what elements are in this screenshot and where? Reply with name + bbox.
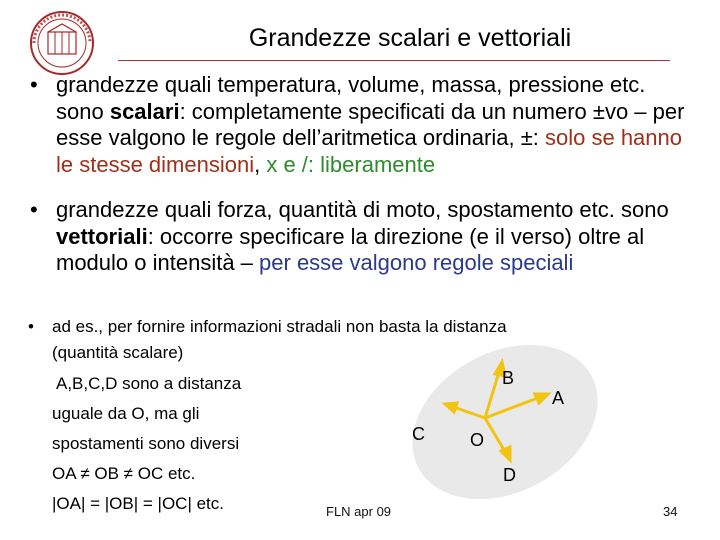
example-line-6: OA ≠ OB ≠ OC etc. [52, 464, 196, 483]
example-line-4: uguale da O, ma gli [52, 404, 200, 423]
point-label-D: D [503, 465, 516, 485]
example-line-7: |OA| = |OB| = |OC| etc. [52, 494, 224, 513]
example-line-2: (quantità scalare) [52, 343, 184, 362]
point-label-C: C [412, 424, 425, 444]
same-dimensions-note: solo se hanno le stesse dimensioni [56, 125, 682, 177]
point-label-A: A [552, 388, 565, 408]
page-number: 34 [663, 504, 678, 519]
example-line-3: A,B,C,D sono a distanza [56, 374, 242, 393]
bullet-scalars [30, 72, 696, 178]
scalari-term: scalari [109, 98, 180, 124]
bullet1-text-2: : completamente specificati da un numero ±vo – per esse valgono le regole dell’aritmetica ordinaria, ±: [56, 98, 685, 150]
bullet-mark: • [30, 197, 38, 222]
footer-text: FLN apr 09 [326, 504, 392, 519]
title-underline [118, 60, 670, 61]
multiply-divide-note: x e /: liberamente [266, 151, 436, 177]
bullet-mark: • [30, 72, 38, 97]
bullet-mark: • [28, 317, 34, 336]
example-description [52, 369, 241, 519]
example-line-1: ad es., per fornire informazioni stradali non basta la distanza [52, 317, 507, 336]
special-rules-note: per esse valgono regole speciali [259, 250, 574, 275]
slide-title: Grandezze scalari e vettoriali [248, 24, 572, 52]
bullet2-text-2: : occorre specificare la direzione (e il verso) oltre al modulo o intensità – [56, 223, 645, 275]
university-seal-logo [24, 10, 100, 76]
bullet-vectors [30, 197, 696, 277]
vettoriali-term: vettoriali [56, 223, 148, 249]
point-label-B: B [502, 368, 515, 388]
bullet1-text: grandezze quali temperatura, volume, massa, pressione etc. sono [56, 72, 646, 124]
bullet2-text: grandezze quali forza, quantità di moto, spostamento etc. sono [56, 197, 669, 222]
point-label-O: O [470, 430, 485, 450]
example-line-5: spostamenti sono diversi [52, 434, 240, 453]
bullet1-comma: , [254, 151, 267, 177]
